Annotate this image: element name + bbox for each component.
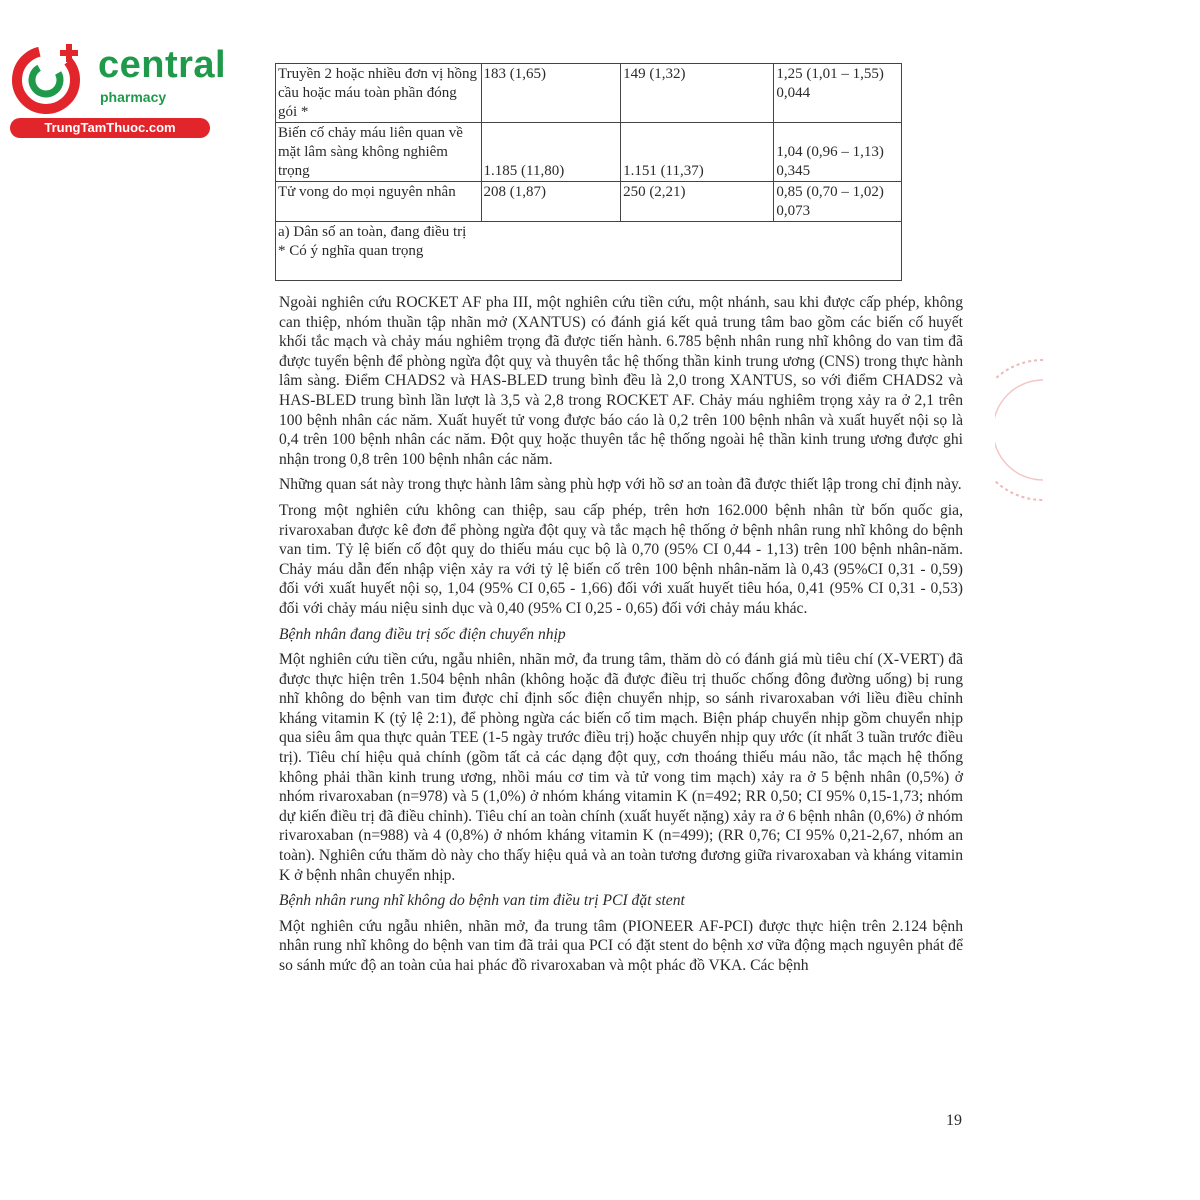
table-row xyxy=(276,182,902,222)
table-footnotes xyxy=(276,222,902,281)
row-value-c: 1,25 (1,01 – 1,55) 0,044 xyxy=(774,64,902,123)
footnote-b: * Có ý nghĩa quan trọng xyxy=(278,243,424,259)
paragraph-post-approval-study: Trong một nghiên cứu không can thiệp, sau cấp phép, trên hơn 162.000 bệnh nhân từ bốn quốc gia, rivaroxaban được kê đơn để phòng ngừa đột quỵ và tắc mạch hệ thống ở bệnh nhân rung nhĩ không do bệnh van tim. Tỷ lệ biến cố đột quỵ do thiếu máu cục bộ là 0,70 (95% CI 0,44 - 1,13) trên 100 bệnh nhân-năm. Chảy máu dẫn đến nhập viện xảy ra với tỷ lệ biến cố trên 100 bệnh nhân-năm là 0,43 (95%CI 0,31 - 0,59) đối với xuất huyết nội sọ, 1,04 (95% CI 0,65 - 1,66) đối với xuất huyết tiêu hóa, 0,41 (95% CI 0,31 - 0,53) đối với chảy máu niệu sinh dục và 0,40 (95% CI 0,25 - 0,65) đối với chảy máu khác. xyxy=(279,501,963,617)
logo-site-banner: TrungTamThuoc.com xyxy=(10,118,210,138)
stamp-mark xyxy=(995,355,1045,505)
row-label: Tử vong do mọi nguyên nhân xyxy=(276,182,482,222)
table-row xyxy=(276,123,902,182)
footnote-a: a) Dân số an toàn, đang điều trị xyxy=(278,224,467,240)
row-value-c: 1,04 (0,96 – 1,13) 0,345 xyxy=(774,123,902,182)
paragraph-x-vert: Một nghiên cứu tiền cứu, ngẫu nhiên, nhãn mở, đa trung tâm, thăm dò có đánh giá mù tiêu chí (X-VERT) đã được thực hiện trên 1.504 bệnh nhân (không hoặc đã được điều trị thuốc chống đông đường uống) bị rung nhĩ không do bệnh van tim được chỉ định sốc điện chuyển nhịp, so sánh rivaroxaban với liều điều chỉnh kháng vitamin K (tỷ lệ 2:1), để phòng ngừa các biến cố tim mạch. Biện pháp chuyển nhịp gồm chuyển nhịp qua siêu âm qua thực quản TEE (1-5 ngày trước điều trị) hoặc chuyển nhịp quy ước (ít nhất 3 tuần trước điều trị). Tiêu chí hiệu quả chính (gồm tất cả các dạng đột quỵ, cơn thoáng thiếu máu não, tắc mạch hệ thống không phải thần kinh trung ương, nhồi máu cơ tim và tử vong tim mạch) xảy ra ở 5 bệnh nhân (0,5%) ở nhóm rivaroxaban (n=978) và 5 (1,0%) ở nhóm kháng vitamin K (n=492; RR 0,50; CI 95% 0,15-1,73; nhóm dự kiến điều trị đã điều chỉnh). Tiêu chí an toàn chính (xuất huyết nặng) xảy ra ở 6 bệnh nhân (0,6%) ở nhóm rivaroxaban (n=988) và 4 (0,8%) ở nhóm kháng vitamin K (n=499); (RR 0,76; CI 95% 0,21-2,67, nhóm an toàn). Nghiên cứu thăm dò này cho thấy hiệu quả và an toàn tương đương giữa rivaroxaban và kháng vitamin K ở bệnh nhân chuyển nhịp. xyxy=(279,651,963,884)
row-value-b: 1.151 (11,37) xyxy=(621,123,774,182)
logo-wordmark: central xyxy=(98,44,227,86)
paragraph-pioneer: Một nghiên cứu ngẫu nhiên, nhãn mở, đa trung tâm (PIONEER AF-PCI) được thực hiện trên 2.124 bệnh nhân rung nhĩ không do bệnh van tim đã trải qua PCI có đặt stent do bệnh xơ vữa động mạch nguyên phát để so sánh mức độ an toàn của hai phác đồ rivaroxaban và một phác đồ VKA. Các bệnh xyxy=(279,917,963,974)
row-value-a: 183 (1,65) xyxy=(481,64,621,123)
page-number: 19 xyxy=(946,1112,962,1129)
row-value-b: 250 (2,21) xyxy=(621,182,774,222)
row-label: Truyền 2 hoặc nhiều đơn vị hồng cầu hoặc máu toàn phần đóng gói * xyxy=(276,64,482,123)
row-value-a: 1.185 (11,80) xyxy=(481,123,621,182)
row-label: Biến cố chảy máu liên quan về mặt lâm sàng không nghiêm trọng xyxy=(276,123,482,182)
document-body xyxy=(279,293,963,982)
paragraph-xantus: Ngoài nghiên cứu ROCKET AF pha III, một nghiên cứu tiền cứu, một nhánh, sau khi được cấp phép, không can thiệp, nhóm thuần tập nhãn mở (XANTUS) có đánh giá kết quả trung tâm bao gồm các biến cố huyết khối tắc mạch và chảy máu nghiêm trọng đã được tiến hành. 6.785 bệnh nhân rung nhĩ không do van tim đã được tuyển bệnh để phòng ngừa đột quỵ và thuyên tắc hệ thống thần kinh trung ương (CNS) trong thực hành lâm sàng. Điểm CHADS2 và HAS-BLED trung bình đều là 2,0 trong XANTUS, so với điểm CHADS2 và HAS-BLED trung bình lần lượt là 3,5 và 2,8 trong ROCKET AF. Chảy máu nghiêm trọng xảy ra ở 2,1 trên 100 bệnh nhân các năm. Xuất huyết tử vong được báo cáo là 0,2 trên 100 bệnh nhân và xuất huyết nội sọ là 0,4 trên 100 bệnh nhân các năm. Đột quỵ hoặc thuyên tắc hệ thống ngoài hệ thần kinh trung ương được ghi nhận trong 0,8 trên 100 bệnh nhân các năm. xyxy=(279,294,963,468)
paragraph-observations: Những quan sát này trong thực hành lâm sàng phù hợp với hồ sơ an toàn đã được thiết lập trong chỉ định này. xyxy=(279,476,962,494)
table-footnote-row xyxy=(276,222,902,281)
section-heading-cardioversion: Bệnh nhân đang điều trị sốc điện chuyển nhịp xyxy=(279,625,566,643)
table-row xyxy=(276,64,902,123)
row-value-b: 149 (1,32) xyxy=(621,64,774,123)
pharmacy-logo xyxy=(10,38,227,138)
row-value-a: 208 (1,87) xyxy=(481,182,621,222)
logo-subtitle: pharmacy xyxy=(100,89,167,105)
results-table xyxy=(275,63,902,281)
pharmacy-logo-icon xyxy=(10,38,88,116)
section-heading-pci: Bệnh nhân rung nhĩ không do bệnh van tim điều trị PCI đặt stent xyxy=(279,892,685,910)
row-value-c: 0,85 (0,70 – 1,02) 0,073 xyxy=(774,182,902,222)
